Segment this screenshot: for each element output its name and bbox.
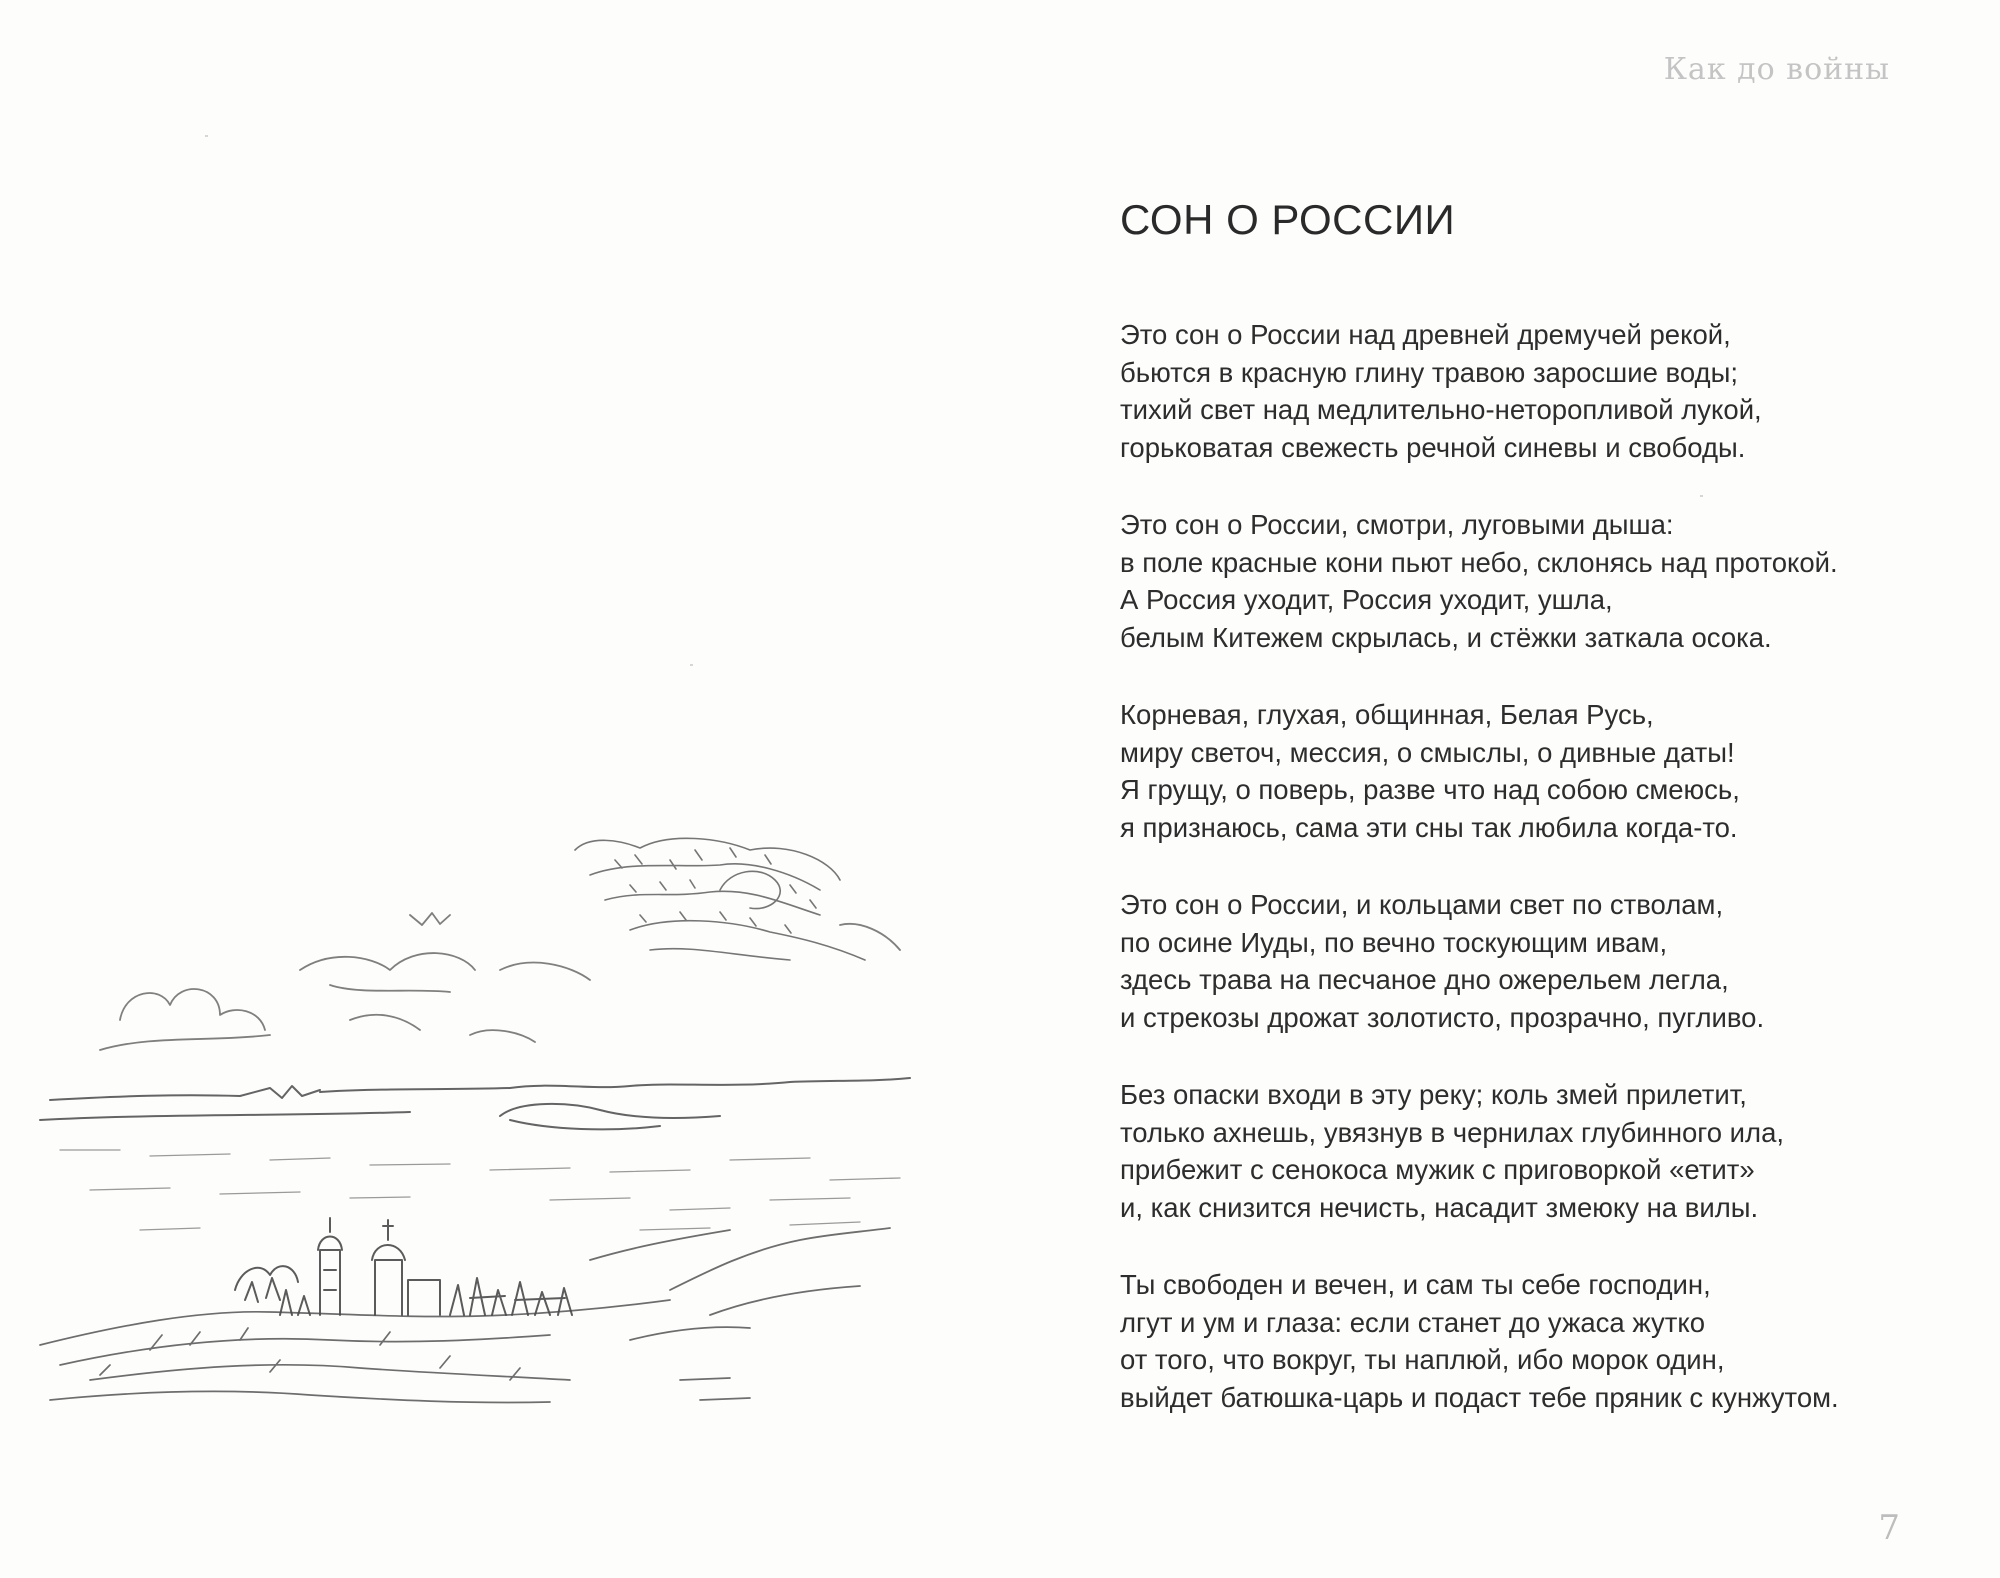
landscape-sketch-icon [30,820,950,1410]
poem-line: от того, что вокруг, ты наплюй, ибо морок один, [1120,1344,1725,1375]
poem-line: Корневая, глухая, общинная, Белая Русь, [1120,699,1654,730]
foreground-hill [40,1300,750,1403]
upper-cloud [575,838,865,960]
poem-line: я признаюсь, сама эти сны так любила когда-то. [1120,811,1738,843]
poem-line: здесь трава на песчаное дно ожерельем легла, [1120,964,1729,995]
poem-line: Ты свободен и вечен, и сам ты себе господин, [1120,1269,1711,1300]
poem-line: лгут и ум и глаза: если станет до ужаса жутко [1120,1306,1706,1338]
poem-line: Я грущу, о поверь, разве что над собою смеюсь, [1120,774,1740,805]
running-header: Как до войны [1663,52,1890,87]
stanza-1 [1120,316,1900,466]
poem-line: Это сон о России, и кольцами свет по стволам, [1120,889,1724,920]
poem-line: Без опаски входи в эту реку; коль змей прилетит, [1120,1079,1747,1110]
paper-speck [690,664,693,666]
poem-line: тихий свет над медлительно-неторопливой лукой, [1120,394,1762,425]
poem-line: в поле красные кони пьют небо, склонясь над протокой. [1120,546,1838,578]
poem-line: и стрекозы дрожат золотисто, прозрачно, пугливо. [1120,1001,1765,1033]
poem-line: горьковатая свежесть речной синевы и свободы. [1120,431,1746,463]
poem-line: выйдет батюшка-царь и подаст тебе пряник с кунжутом. [1120,1381,1839,1413]
poem-title: СОН О РОССИИ [1120,196,1456,243]
poem-line: по осине Иуды, по вечно тоскующим ивам, [1120,926,1668,958]
poem-line: белым Китежем скрылась, и стёжки заткала осока. [1120,621,1772,653]
stanza-3 [1120,696,1900,846]
stanza-4 [1120,886,1900,1036]
poem-line: А Россия уходит, Россия уходит, ушла, [1120,584,1613,615]
paper-speck [1700,495,1703,497]
poem-line: Это сон о России, смотри, луговыми дыша: [1120,509,1674,540]
poem-line: прибежит с сенокоса мужик с приговоркой «етит» [1120,1154,1755,1185]
poem-line: Это сон о России над древней дремучей рекой, [1120,319,1731,350]
page-number: 7 [1878,1508,1900,1548]
village [235,1218,572,1315]
poem-line: и, как снизится нечисть, насадит змеюку на вилы. [1120,1191,1759,1223]
poem-body [1120,316,1900,1456]
poem-line: бьются в красную глину травою заросшие воды; [1120,356,1738,388]
stanza-2 [1120,506,1900,656]
river-water [60,1150,900,1230]
riverbank [590,1228,890,1315]
horizon [40,1078,910,1129]
poem-line: миру светоч, мессия, о смыслы, о дивные даты! [1120,736,1735,768]
stanza-5 [1120,1076,1900,1226]
paper-speck [205,135,208,137]
stanza-6 [1120,1266,1900,1416]
poem-line: только ахнешь, увязнув в чернилах глубинного ила, [1120,1116,1785,1148]
